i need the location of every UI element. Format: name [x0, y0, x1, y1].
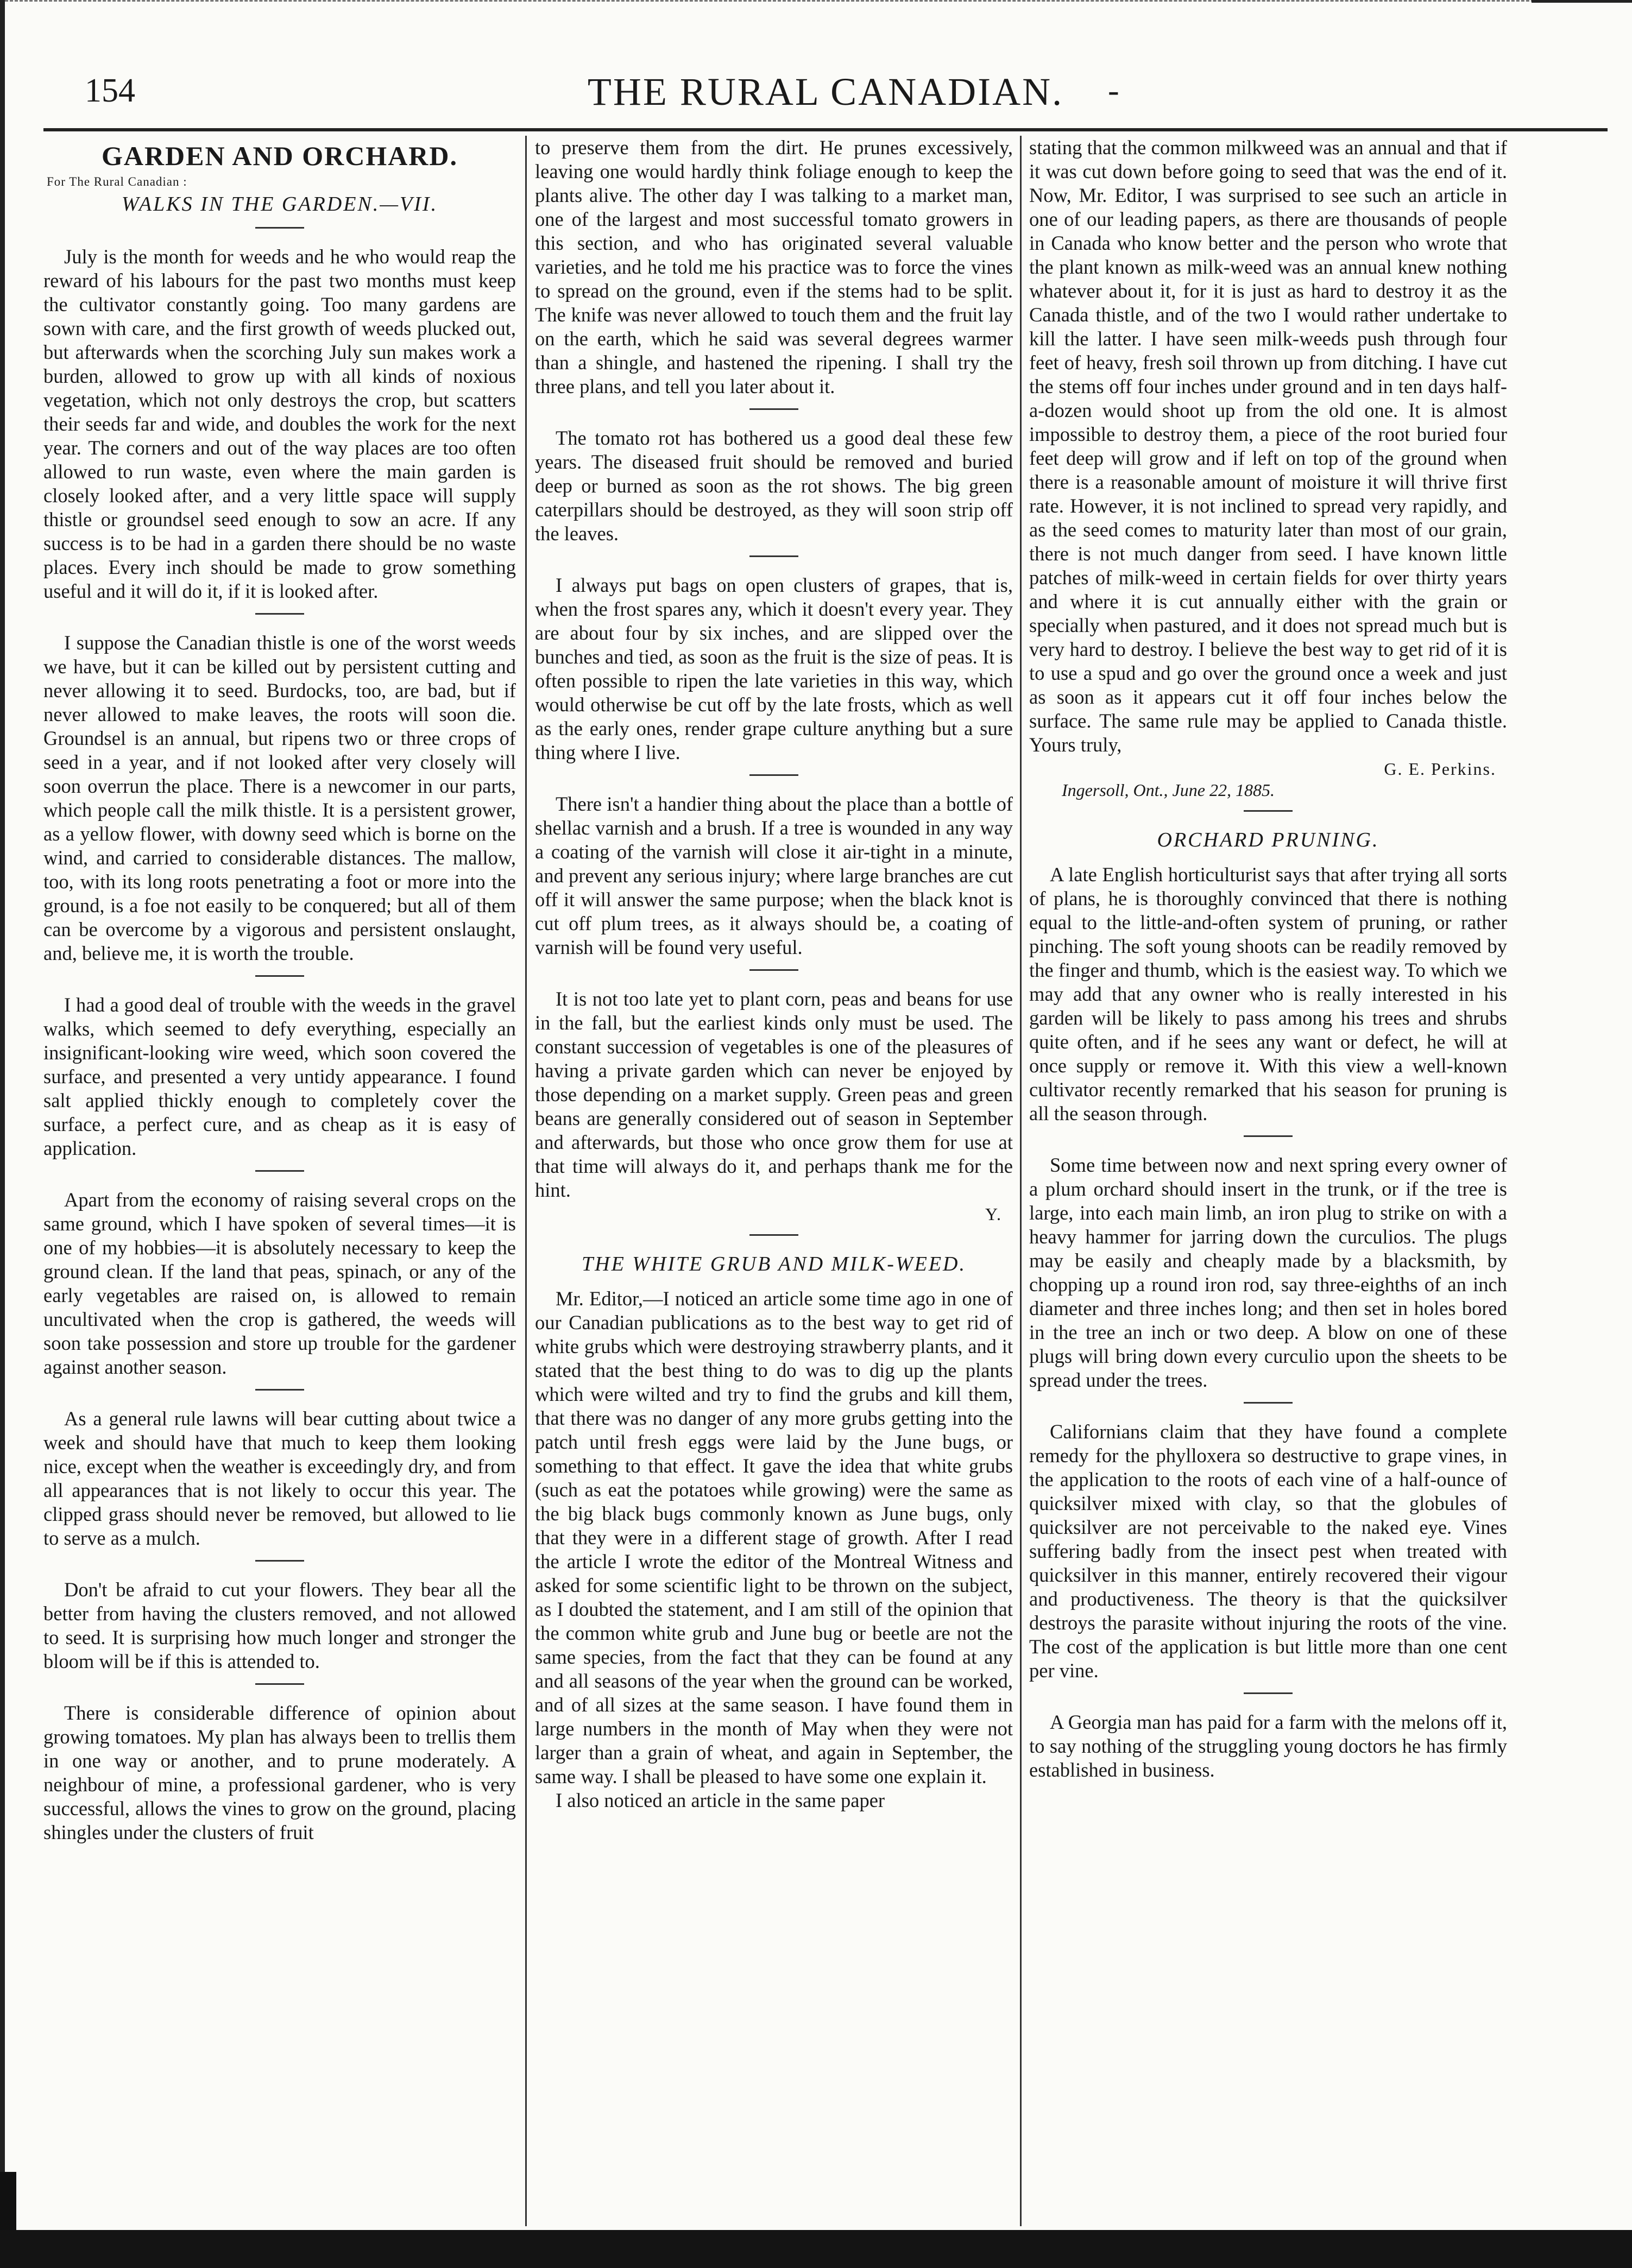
author-initial: Y. [985, 1204, 1002, 1224]
paragraph: Californians claim that they have found a complete remedy for the phylloxera so destructive to grape vines, in the application to the roots of each vine of a half-ounce of quicksilver mixed with clay, so that the globules of quicksilver are not perceivable to the naked eye. Vines suffering badly from the insect pest when treated with quicksilver in this manner, entirely recovered their vigour and productiveness. The theory is that the quicksilver destroys the parasite without injuring the roots of the vine. The cost of the application is but little more than one cent per vine. [1029, 1420, 1507, 1682]
left-edge-bar [0, 0, 5, 2268]
column-2 [535, 136, 1013, 2226]
paragraph: I also noticed an article in the same paper [556, 1789, 885, 1811]
separator-rule [749, 774, 798, 776]
separator-rule [1244, 1692, 1293, 1694]
paragraph: Don't be afraid to cut your flowers. They bear all the better from having the clusters removed, and not allowed to seed. It is surprising how much longer and stronger the bloom will be if this is attended to. [43, 1578, 516, 1672]
separator-rule [749, 969, 798, 971]
separator-rule [255, 1560, 304, 1562]
dateline: Ingersoll, Ont., June 22, 1885. [1062, 780, 1275, 800]
separator-rule [255, 227, 304, 229]
header-dash: - [1108, 72, 1119, 109]
separator-rule [749, 1234, 798, 1236]
paragraph: There isn't a handier thing about the place than a bottle of shellac varnish and a brush. If a tree is wounded in any way a coating of the varnish will close it air-tight in a minute, and prevent any serious injury; where large branches are cut off it will answer the same purpose; when the black knot is cut off plum trees, as it always should be, a coating of varnish will be found very useful. [535, 793, 1013, 958]
separator-rule [255, 1389, 304, 1391]
article-title: WALKS IN THE GARDEN.—VII. [121, 193, 438, 216]
separator-rule [749, 555, 798, 557]
paragraph: July is the month for weeds and he who would reap the reward of his labours for the past two months must keep the cultivator constantly going. Too many gardens are sown with care, and the first growth of weeds plucked out, but afterwards when the scorching July sun makes work a burden, allowed to grow up with all kinds of noxious vegetation, which not only destroys the crop, but scatters their seeds far and wide, and doubles the work for the next year. The corners and out of the way places are too often allowed to run waste, even where the main garden is closely looked after, and a very little space will supply thistle or groundsel seed enough to sow an acre. If any success is to be had in a garden there should be no waste places. Every inch should be made to grow something useful and it will do it, if it is looked after. [43, 245, 516, 602]
top-edge-rule [0, 0, 1632, 9]
separator-rule [255, 975, 304, 977]
paragraph: I had a good deal of trouble with the weeds in the gravel walks, which seemed to defy everything, especially an insignificant-looking wire weed, which soon covered the surface, and presented a very untidy appearance. I found salt applied thickly enough to completely cover the surface, a perfect cure, and as cheap as it is easy of application. [43, 994, 516, 1159]
header-rule [43, 128, 1608, 131]
paragraph: Some time between now and next spring every owner of a plum orchard should insert in the trunk, or if the tree is large, into each main limb, an iron plug to strike on with a heavy hammer for jarring down the curculios. The plugs may be easily and cheaply made by a blacksmith, by chopping up a round iron rod, say three-eighths of an inch diameter and three inches long; and then set in holes bored in the tree an inch or two deep. A blow on one of these plugs will bring down every curculio upon the sheets to be spread under the trees. [1029, 1154, 1507, 1391]
paragraph: Mr. Editor,—I noticed an article some time ago in one of our Canadian publications as to the best way to get rid of white grubs which were destroying strawberry plants, and it stated that the best thing to do was to dig up the plants which were wilted and try to find the grubs and kill them, that there was no danger of any more grubs getting into the patch until fresh eggs were laid by the June bugs, or something to that effect. It gave the idea that white grubs (such as eat the potatoes while growing) were the same as the big black bugs commonly known as June bugs, only that they were in a different stage of growth. After I read the article I wrote the editor of the Montreal Witness and asked for some scientific light to be thrown on the subject, as I doubted the statement, and I am still of the opinion that the common white grub and June bug or beetle are not the same species, from the fact that they can be found at any and all seasons of the year when the ground can be worked, and of all sizes at the same season. I have found them in large numbers in the month of May when they were not larger than a grain of wheat, and again in September, the same way. I shall be pleased to have some one explain it. [535, 1287, 1013, 1787]
paragraph: stating that the common milkweed was an annual and that if it was cut down before going to seed that was the end of it. Now, Mr. Editor, I was surprised to see such an article in one of our leading papers, as there are thousands of people in Canada who know better and the person who wrote that the plant known as milk-weed was an annual knew nothing whatever about it, for it is just as hard to destroy it as the Canada thistle, and of the two I would rather undertake to kill the latter. I have seen milk-weeds push through four feet of heavy, fresh soil thrown up from ditching. I have cut the stems off four inches under ground and in ten days half-a-dozen would shoot up from the old one. It is almost impossible to destroy them, a piece of the root buried four feet deep will grow and if left on top of the ground when there is a reasonable amount of moisture it will thrive first rate. However, it is not inclined to spread very rapidly, and as the seed comes to maturity later than most of our grain, there is not much danger from seed. I have known little patches of milk-weed in certain fields for over thirty years and where it is cut annually either with the grain or specially when pastured, and it does not spread much but is very hard to destroy. I believe the best way to get rid of it is to use a spud and go over the ground once a week and just as soon as it appears cut it off four inches below the surface. The same rule may be applied to Canada thistle. Yours truly, [1029, 136, 1507, 756]
paragraph: It is not too late yet to plant corn, peas and beans for use in the fall, but the earliest kinds only must be used. The constant succession of vegetables is one of the pleasures of having a private garden which can never be enjoyed by those depending on a market supply. Green peas and green beans are generally considered out of season in September and afterwards, but those who once grow them for use at that time will always do it, and perhaps thank me for the hint. [535, 988, 1013, 1201]
paragraph: There is considerable difference of opinion about growing tomatoes. My plan has always been to trellis them in one way or another, and to prune moderately. A neighbour of mine, a professional gardener, who is very successful, allows the vines to grow on the ground, placing shingles under the clusters of fruit [43, 1702, 516, 1843]
top-edge-bar [1532, 0, 1632, 3]
separator-rule [255, 1683, 304, 1685]
byline: For The Rural Canadian : [47, 175, 187, 188]
paragraph: As a general rule lawns will bear cutting about twice a week and should have that much to keep them looking nice, except when the weather is exceedingly dry, and from all appearances that is not likely to occur this year. The clipped grass should never be removed, but allowed to lie to serve as a mulch. [43, 1407, 516, 1549]
paragraph: I suppose the Canadian thistle is one of the worst weeds we have, but it can be killed out by persistent cutting and never allowing it to seed. Burdocks, too, are bad, but if never allowed to make leaves, the roots will soon die. Groundsel is an annual, but ripens two or three crops of seed in a year, and if not looked after very closely will soon overrun the place. There is a newcomer in our parts, which people call the milk thistle. It is a persistent grower, as a yellow flower, with downy seed which is borne on the wind, and carried to considerable distances. The mallow, too, with its long roots penetrating a foot or more into the ground, is a foe not easily to be conquered; but all of them can be overcome by a vigorous and persistent onslaught, and, believe me, it is worth the trouble. [43, 631, 516, 964]
separator-rule [255, 613, 304, 615]
paragraph: Apart from the economy of raising several crops on the same ground, which I have spoken of several times—it is one of my hobbies—it is absolutely necessary to keep the ground clean. If the land that peas, spinach, or any of the early vegetables are raised on, is allowed to remain uncultivated when the crop is gathered, the weeds will soon take possession and store up trouble for the gardener against another season. [43, 1189, 516, 1378]
column-divider [1020, 136, 1022, 2226]
paragraph: A Georgia man has paid for a farm with the melons off it, to say nothing of the struggling young doctors he has firmly established in business. [1029, 1711, 1507, 1781]
paragraph: The tomato rot has bothered us a good deal these few years. The diseased fruit should be removed and buried deep or burned as soon as the rot shows. The big green caterpillars should be destroyed, as they will soon strip off the leaves. [535, 427, 1013, 545]
page-number: 154 [85, 72, 135, 109]
author-signature: G. E. Perkins. [1384, 759, 1496, 779]
separator-rule [1244, 1402, 1293, 1404]
column-divider [525, 136, 527, 2226]
column-1 [43, 136, 516, 2226]
masthead-title: THE RURAL CANADIAN. [587, 70, 1064, 113]
article-title: THE WHITE GRUB AND MILK-WEED. [582, 1253, 966, 1275]
paragraph: A late English horticulturist says that after trying all sorts of plans, he is thoroughly convinced that there is nothing equal to the little-and-often system of pruning, or rather pinching. The soft young shoots can be readily removed by the finger and thumb, which is the easiest way. To which we may add that any owner who is really interested in his garden will be likely to pass among his trees and shrubs quite often, and if he sees any want or defect, he will at once supply or remove it. With this view a well-known cultivator recently remarked that his season for pruning is all the season through. [1029, 863, 1507, 1124]
separator-rule [255, 1170, 304, 1172]
column-3 [1029, 136, 1507, 2226]
article-title: ORCHARD PRUNING. [1157, 829, 1379, 851]
section-title: GARDEN AND ORCHARD. [101, 141, 458, 171]
separator-rule [749, 408, 798, 410]
page-header [43, 65, 1608, 128]
paragraph: I always put bags on open clusters of grapes, that is, when the frost spares any, which it doesn't every year. They are about four by six inches, and are slipped over the bunches and tied, as soon as the fruit is the size of peas. It is often possible to ripen the late varieties in this way, which would otherwise be cut off by the late frosts, which as well as the early ones, render grape culture anything but a sure thing where I live. [535, 574, 1013, 763]
paragraph: to preserve them from the dirt. He prunes excessively, leaving one would hardly think foliage enough to keep the plants alive. The other day I was talking to a market man, one of the largest and most successful tomato growers in this section, and who has originated several valuable varieties, and he told me his practice was to force the vines to spread on the ground, even if the stems had to be split. The knife was never allowed to touch them and the fruit lay on the earth, which he said was several degrees warmer than a shingle, and hastened the ripening. I shall try the three plans, and tell you later about it. [535, 136, 1013, 397]
separator-rule [1244, 810, 1293, 812]
bottom-edge-bar [0, 2230, 1632, 2268]
separator-rule [1244, 1135, 1293, 1137]
